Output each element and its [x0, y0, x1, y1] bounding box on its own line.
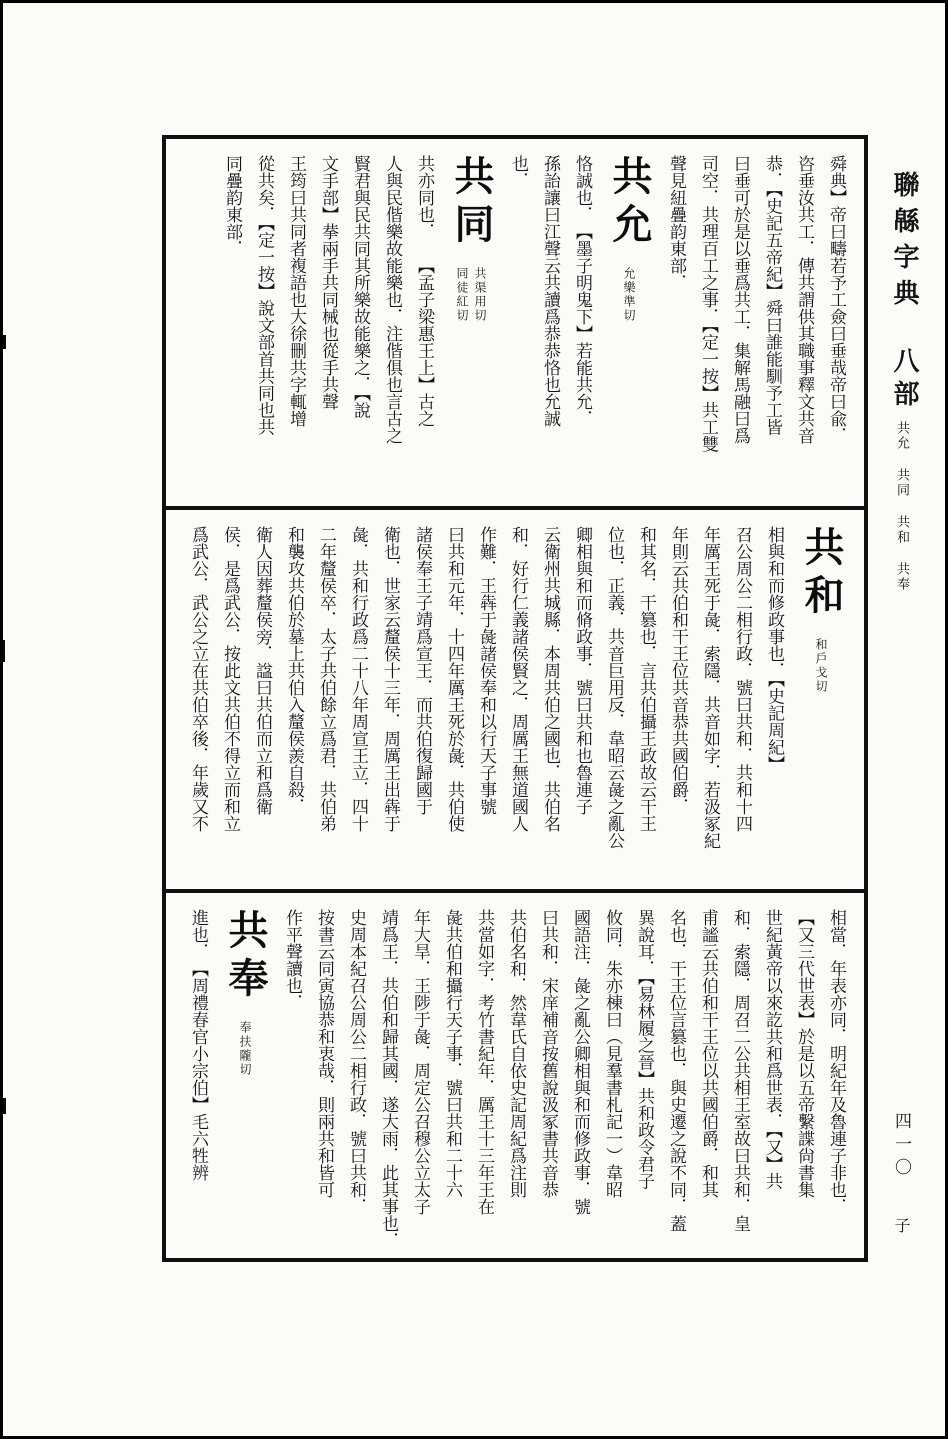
margin-entry: 共允	[894, 421, 909, 451]
text-column: 異說耳．【易林履之晉】共和政令君子	[634, 909, 654, 1190]
scan-artifact	[0, 335, 6, 349]
fanqie-group	[237, 1021, 253, 1077]
text-column: 按書云同寅協恭和衷哉．則兩共和皆可	[314, 909, 334, 1198]
fanqie-column: 同徒紅切	[455, 267, 469, 323]
text-column: 爲武公．武公之立在共伯卒後．年歲又不	[188, 526, 208, 832]
headword: 共允	[606, 155, 653, 251]
fanqie-group	[813, 638, 829, 694]
text-column: 作平聲讀也．	[282, 909, 302, 1011]
text-column: 賢君與民共同其所樂故能樂之．【說	[350, 155, 370, 419]
text-column: 甫謐云共伯和干王位以共國伯爵．和其	[698, 909, 718, 1198]
text-column: 曰共和元年．十四年厲王死於彘．共伯使	[444, 526, 464, 832]
text-column: 靖爲王．共伯和歸其國．遂大雨．此其事也．	[378, 909, 398, 1249]
text-column: 衛人因葬釐侯旁．諡曰共伯而立和爲衛	[252, 526, 272, 815]
margin-entry: 共和	[894, 515, 909, 545]
text-column: 進也． 【周禮春官小宗伯】毛六牲辨	[188, 909, 208, 1181]
text-column: 卿相與和而脩政事．號曰共和也魯連子	[572, 526, 592, 815]
fanqie-group	[454, 267, 488, 323]
text-column: 恪誠也． 【墨子明鬼下】若能共允．	[572, 155, 592, 427]
text-column: 國語注．彘之亂公卿相與和而修政事．號	[570, 909, 590, 1215]
fanqie-column: 奉扶隴切	[238, 1021, 252, 1077]
text-column: 衛也．世家云釐侯十三年．周厲王出犇于	[380, 526, 400, 832]
scan-artifact	[0, 1098, 6, 1114]
headword-column	[440, 155, 502, 323]
text-column: 【又三代世表】於是以五帝繫諜尙書集	[794, 909, 814, 1198]
text-column: 聲見紐疊韵東部．	[666, 155, 686, 291]
section-bottom	[166, 893, 864, 1258]
text-column: 共當如字．考竹書紀年．厲王十三年王在	[474, 909, 494, 1215]
page-number: 四一〇	[891, 1112, 911, 1181]
text-column: 相與和而修政事也．【史記周紀】	[764, 526, 784, 773]
text-column: 彘．共和行政爲二十八年周宣王立．四十	[348, 526, 368, 832]
text-column: 司空．共理百工之事．【定一按】共工雙	[698, 155, 718, 453]
text-column: 彘共伯和攝行天子事．號曰共和二十六	[442, 909, 462, 1198]
text-column: 王筠曰共同者複語也大徐刪共字輒增	[286, 155, 306, 427]
text-column: 和．索隱．周召二公共相王室故曰共和．皇	[730, 909, 750, 1232]
fanqie-column: 允樂準切	[622, 267, 636, 323]
text-column: 年大旱．王陟于彘．周定公召穆公立太子	[410, 909, 430, 1215]
text-column: 舜典】帝曰疇若予工僉曰垂哉帝曰兪．	[826, 155, 846, 444]
text-column: 也．	[508, 155, 528, 189]
text-column: 二年釐侯卒．太子共伯餘立爲君．共伯弟	[316, 526, 336, 832]
text-frame	[162, 135, 868, 1262]
text-column: 云衛州共城縣．本周共伯之國也．共伯名	[540, 526, 560, 832]
text-column: 共伯名和．然韋氏自依史記周紀爲注則	[506, 909, 526, 1198]
text-column: 曰垂可於是以垂爲共工．集解馬融曰爲	[730, 155, 750, 444]
text-column: 作難．王犇于彘諸侯奉和以行天子事號	[476, 526, 496, 815]
headword: 共和	[798, 526, 845, 622]
text-column: 年則云共伯和干王位共音恭共國伯爵．	[668, 526, 688, 815]
scan-artifact	[0, 640, 5, 662]
margin-entry: 共奉	[894, 562, 909, 592]
text-column: 和襲攻共伯於墓上共伯入釐侯羨自殺．	[284, 526, 304, 815]
volume-label: 子	[892, 1217, 911, 1233]
text-column: 共亦同也． 【孟子梁惠王上】古之	[414, 155, 434, 427]
text-column: 和．好行仁義諸侯賢之．周厲王無道國人	[508, 526, 528, 832]
text-column: 侯．是爲武公．按此文共伯不得立而和立	[220, 526, 240, 832]
text-column: 世紀黃帝以來訖共和爲世表．【又】共	[762, 909, 782, 1190]
fanqie-column: 共渠用切	[473, 267, 487, 323]
text-column: 咨垂汝共工．傳共謂供其職事釋文共音	[794, 155, 814, 444]
text-column: 史周本紀召公周公二相行政．號曰共和．	[346, 909, 366, 1215]
text-column: 孫詒讓曰江聲云共讀爲恭恭恪也允誠	[540, 155, 560, 427]
radical-section-label: 八部	[889, 347, 919, 413]
text-column: 諸侯奉王子靖爲宣王．而共伯復歸國于	[412, 526, 432, 815]
headword-column	[214, 909, 276, 1077]
text-column: 恭．【史記五帝紀】舜曰誰能馴予工皆	[762, 155, 782, 436]
section-middle	[166, 510, 864, 889]
text-column: 攸同．朱亦棟曰（見羣書札記一）韋昭	[602, 909, 622, 1198]
margin-entry: 共同	[894, 468, 909, 498]
dictionary-title: 聯緜字典	[889, 171, 919, 315]
text-column: 名也．干王位言篡也．與史遷之說不同．蓋	[666, 909, 686, 1232]
text-column: 相當．年表亦同．明紀年及魯連子非也．	[826, 909, 846, 1215]
text-column: 從共矣．【定一按】說文部首共同也共	[254, 155, 274, 436]
text-column: 召公周公二相行政．號曰共和．共和十四	[732, 526, 752, 832]
fanqie-column: 和戶戈切	[814, 638, 828, 694]
headword-column	[598, 155, 660, 323]
headword-column	[790, 526, 852, 694]
text-column: 人與民偕樂故能樂也．注偕俱也言古之	[382, 155, 402, 444]
margin-entry-index	[892, 421, 911, 592]
section-top	[166, 139, 864, 506]
headword: 共同	[448, 155, 495, 251]
headword: 共奉	[222, 909, 269, 1005]
text-column: 同疊韵東部．	[222, 155, 242, 257]
fanqie-group	[621, 267, 637, 323]
text-column: 曰共和．宋庠補音按舊說汲冢書共音恭	[538, 909, 558, 1198]
margin-rail	[874, 135, 930, 1315]
text-column: 文手部】拲兩手共同械也從手共聲	[318, 155, 338, 410]
text-column: 年厲王死于彘．索隱．共音如字．若汲冢紀	[700, 526, 720, 849]
text-column: 和其名．干篡也．言共伯攝王政故云干王	[636, 526, 656, 832]
text-column: 位也．正義．共音巨用反．韋昭云彘之亂公	[604, 526, 624, 849]
